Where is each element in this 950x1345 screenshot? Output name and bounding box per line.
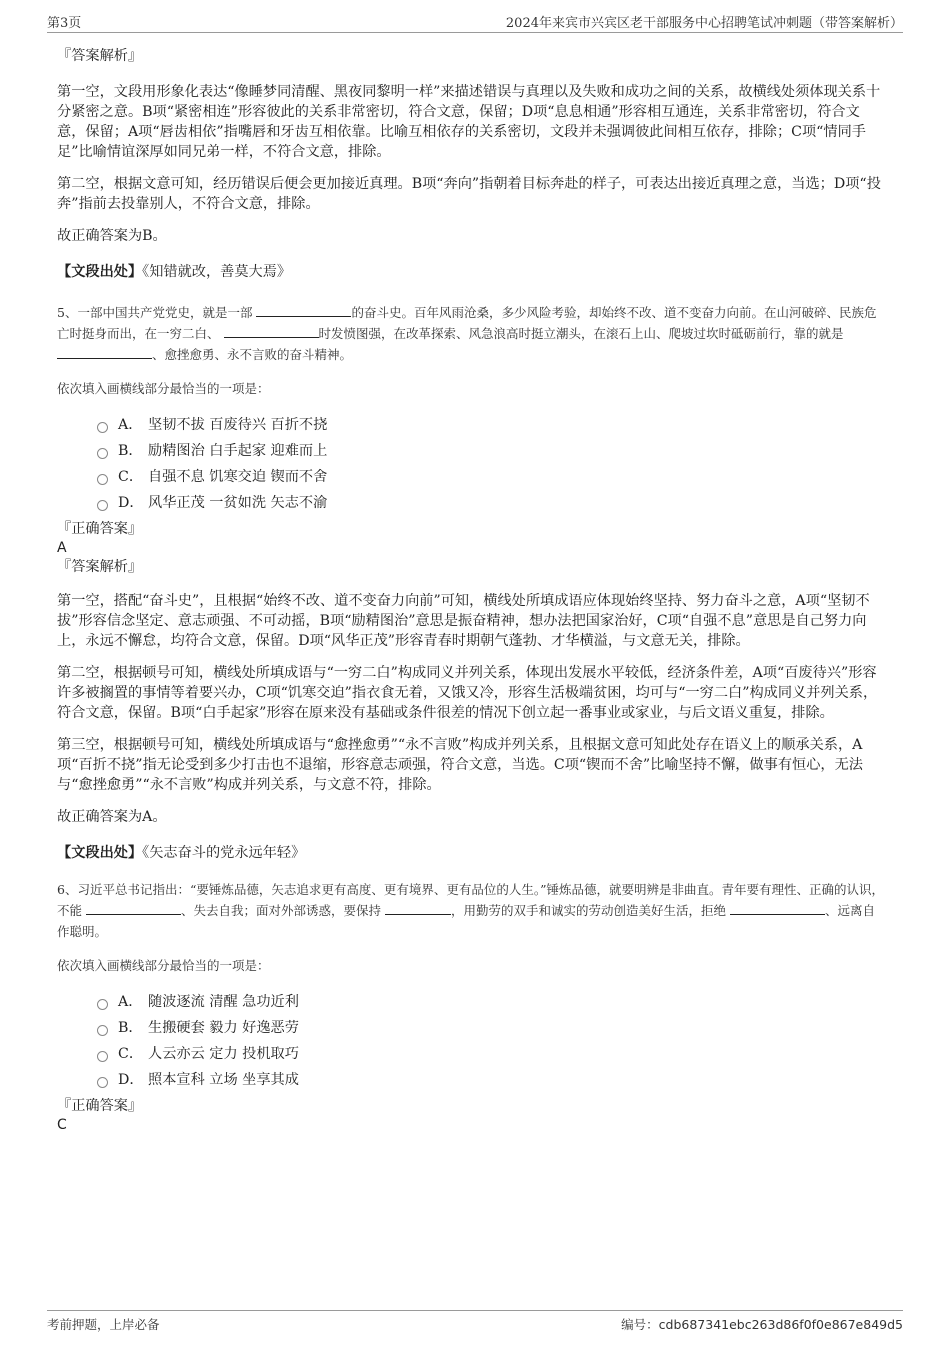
option-c[interactable]: C． 自强不息 饥寒交迫 锲而不舍 [97,463,887,489]
page-content [57,46,887,1134]
analysis-paragraph: 第一空，文段用形象化表达“像睡梦同清醒、黑夜同黎明一样”来描述错误与真理以及失败和成功之间的关系，故横线处须体现关系十分紧密之意。B项“紧密相连”形容彼此的关系非常密切，符合文意，保留；D项“息息相通”形容相互通连，关系非常密切，符合文意，保留；A项“唇齿相依”指嘴唇和牙齿互相依靠。比喻互相依存的关系密切，文段并未强调彼此间相互依存，排除；C项“情同手足”比喻情谊深厚如同兄弟一样，不符合文意，排除。 [57,84,881,160]
blank-line [57,346,152,359]
analysis-title: 『答案解析』 [57,48,143,64]
source-text: 《矢志奋斗的党永远年轻》 [142,845,306,861]
radio-button[interactable] [97,999,108,1010]
source-label: 【文段出处】 [57,264,143,280]
source-line [57,843,887,863]
radio-button[interactable] [97,448,108,459]
page-footer [47,1310,903,1333]
page-header [47,12,903,33]
question-6-prompt: 依次填入画横线部分最恰当的一项是： [57,957,270,973]
question-5-prompt: 依次填入画横线部分最恰当的一项是： [57,380,270,396]
radio-button[interactable] [97,500,108,511]
page-number: 第3页 [47,16,82,31]
option-b[interactable]: B． 生搬硬套 毅力 好逸恶劳 [97,1014,887,1040]
blank-line [385,902,451,915]
source-label: 【文段出处】 [57,845,143,861]
radio-button[interactable] [97,474,108,485]
conclusion: 故正确答案为B。 [57,228,167,244]
analysis-paragraph: 第二空，根据文意可知，经历错误后便会更加接近真理。B项“奔向”指朝着目标奔赴的样子，可表达出接近真理之意，当选；D项“投奔”指前去投靠别人，不符合文意，排除。 [57,176,881,212]
analysis-paragraph: 第二空，根据顿号可知，横线处所填成语与“一穷二白”构成同义并列关系，体现出发展水平较低，经济条件差，A项“百废待兴”形容许多被搁置的事情等着要兴办，C项“饥寒交迫”指衣食无着，又饿又冷，形容生活极端贫困，均可与“一穷二白”构成同义并列关系，符合文意，保留。B项“白手起家”形容在原来没有基础或条件很差的情况下创立起一番事业或家业，与后文语义重复，排除。 [57,665,878,721]
analysis-title: 『答案解析』 [57,559,143,575]
question-6-stem: 6、习近平总书记指出：“要锤炼品德，矢志追求更有高度、更有境界、更有品位的人生。”锤炼品德，就要明辨是非曲直。青年要有理性、正确的认识，不能 、失去自我；面对外部诱惑，要保持 ，用勤劳的双手和诚实的劳动创造美好生活，拒绝 、远离自作聪明。 [57,882,884,939]
option-d[interactable]: D． 照本宣科 立场 坐享其成 [97,1066,887,1092]
question-5-options [97,411,887,515]
analysis-paragraph: 第三空，根据顿号可知，横线处所填成语与“愈挫愈勇”“永不言败”构成并列关系，且根据文意可知此处存在语义上的顺承关系，A项“百折不挠”指无论受到多少打击也不退缩，形容意志顽强，符合文意，当选。C项“锲而不舍”比喻坚持不懈，做事有恒心，无法与“愈挫愈勇”“永不言败”构成并列关系，与文意不符，排除。 [57,737,863,793]
radio-button[interactable] [97,1077,108,1088]
source-line [57,262,887,282]
document-code: 编号：cdb687341ebc263d86f0f0e867e849d5 [621,1317,903,1332]
blank-line [730,902,825,915]
footer-slogan: 考前押题，上岸必备 [47,1317,160,1332]
blank-line [224,325,319,338]
conclusion: 故正确答案为A。 [57,809,167,825]
blank-line [86,902,181,915]
option-b[interactable]: B． 励精图治 白手起家 迎难而上 [97,437,887,463]
option-d[interactable]: D． 风华正茂 一贫如洗 矢志不渝 [97,489,887,515]
correct-answer: C [57,1117,67,1133]
question-5-stem: 5、一部中国共产党党史，就是一部 的奋斗史。百年风雨沧桑，多少风险考验，却始终不改、道不变奋力向前。在山河破碎、民族危亡时挺身而出，在一穷二白、 时发愤图强，在改革探索、风急浪高时挺立潮头，在滚石上山、爬坡过坎时砥砺前行，靠的就是 、愈挫愈勇、永不言败的奋斗精神。 [57,305,877,362]
correct-answer: A [57,540,67,556]
analysis-paragraph: 第一空，搭配“奋斗史”，且根据“始终不改、道不变奋力向前”可知，横线处所填成语应体现始终坚持、努力奋斗之意，A项“坚韧不拔”形容信念坚定、意志顽强、不可动摇，B项“励精图治”意思是振奋精神，想办法把国家治好，C项“自强不息”意思是自己努力向上，永远不懈怠，均符合文意，保留。D项“风华正茂”形容青春时期朝气蓬勃、才华横溢，与文意无关，排除。 [57,593,870,649]
document-title: 2024年来宾市兴宾区老干部服务中心招聘笔试冲刺题（带答案解析） [505,16,903,31]
question-6-options [97,988,887,1092]
option-c[interactable]: C． 人云亦云 定力 投机取巧 [97,1040,887,1066]
radio-button[interactable] [97,422,108,433]
correct-answer-title: 『正确答案』 [57,521,143,537]
option-a[interactable]: A． 坚韧不拔 百废待兴 百折不挠 [97,411,887,437]
option-a[interactable]: A． 随波逐流 清醒 急功近利 [97,988,887,1014]
blank-line [256,304,351,317]
correct-answer-title: 『正确答案』 [57,1098,143,1114]
radio-button[interactable] [97,1051,108,1062]
radio-button[interactable] [97,1025,108,1036]
source-text: 《知错就改，善莫大焉》 [142,264,292,280]
